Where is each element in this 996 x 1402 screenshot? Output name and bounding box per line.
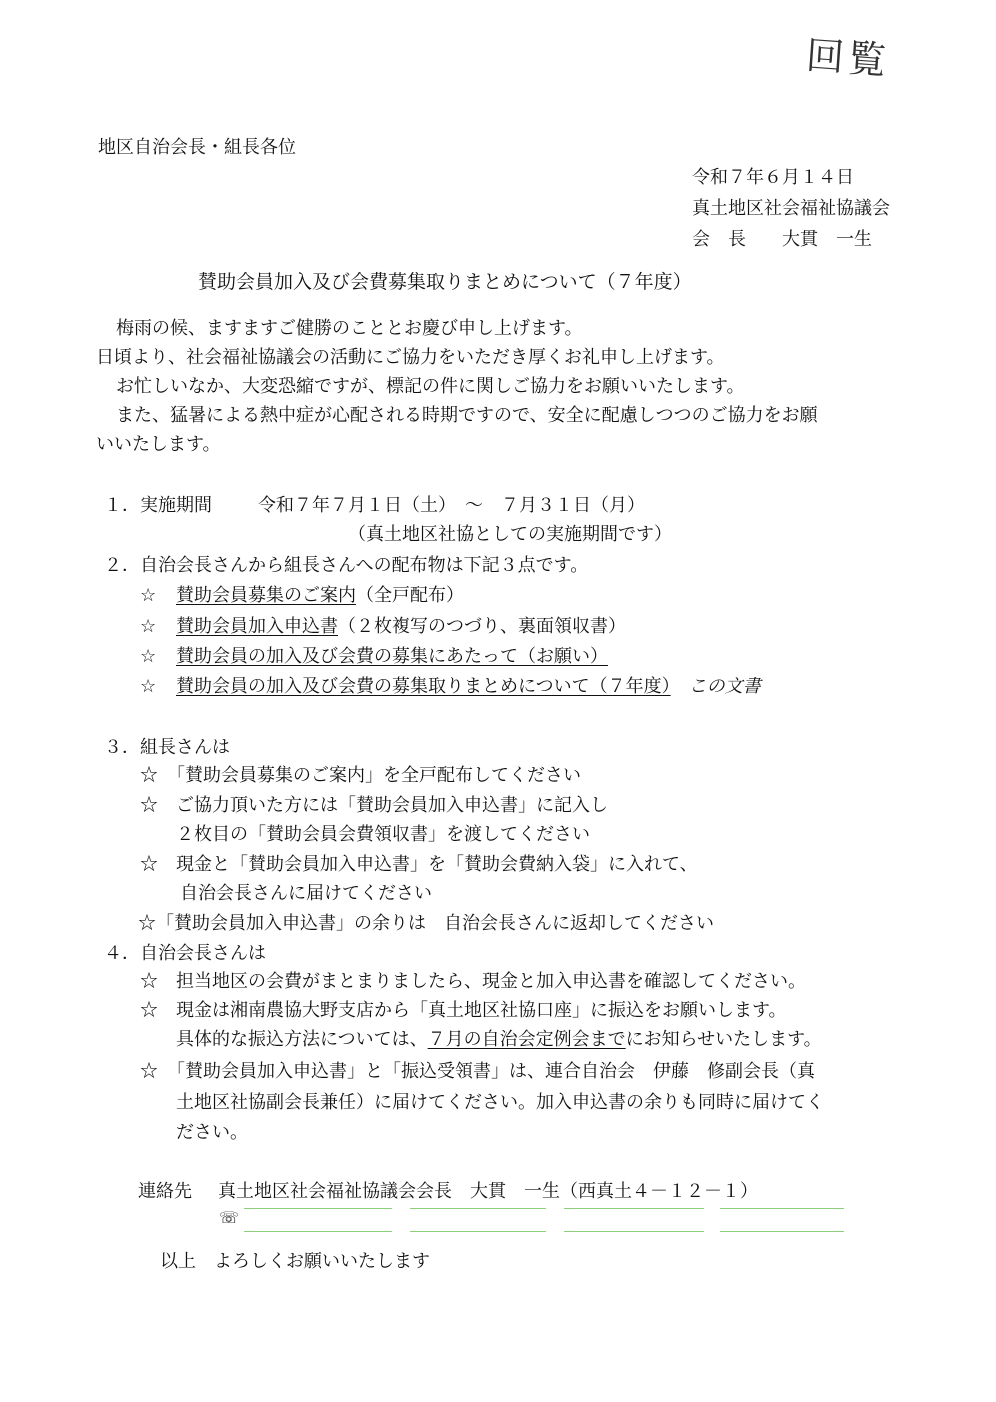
date: 令和７年６月１４日: [692, 167, 854, 188]
distribution-item: [176, 675, 761, 699]
section4-line: ☆ 現金は湘南農協大野支店から「真土地区社協口座」に振込をお願いします。: [140, 1000, 787, 1021]
transfer-method-text: 具体的な振込方法については、: [176, 1029, 428, 1050]
intro-line: 日頃より、社会福祉協議会の活動にご協力をいただき厚くお礼申し上げます。: [96, 347, 725, 368]
transfer-deadline: ７月の自治会定例会まで: [427, 1029, 626, 1050]
star-mark: ☆: [140, 676, 157, 697]
redacted-phone: [720, 1208, 844, 1232]
intro-line: いいたします。: [96, 434, 221, 455]
section4-line: 土地区社協副会長兼任）に届けてください。加入申込書の余りも同時に届けてく: [176, 1092, 824, 1113]
phone-icon: ☏: [219, 1208, 240, 1227]
section3-line: ☆ ご協力頂いた方には「賛助会員加入申込書」に記入し: [140, 795, 608, 816]
item-detail: （全戸配布）: [356, 585, 464, 606]
sender-person: 会 長 大貫 一生: [692, 229, 872, 250]
item-title: 賛助会員の加入及び会費の募集取りまとめについて（７年度）: [176, 676, 671, 697]
section2-heading: ２．自治会長さんから組長さんへの配布物は下記３点です。: [104, 555, 589, 576]
addressee: 地区自治会長・組長各位: [98, 137, 296, 158]
transfer-notice: にお知らせいたします。: [625, 1029, 822, 1050]
distribution-item: [176, 645, 608, 669]
contact-text: 真土地区社会福祉協議会会長 大貫 一生（西真土４－１２－１）: [218, 1181, 758, 1202]
section3-line: ☆ 現金と「賛助会員加入申込書」を「賛助会費納入袋」に入れて、: [140, 854, 698, 875]
section3-heading: ３．組長さんは: [104, 737, 230, 758]
section4-line: ☆ 「賛助会員加入申込書」と「振込受領書」は、連合自治会 伊藤 修副会長（真: [140, 1061, 815, 1082]
item-note: この文書: [688, 676, 761, 697]
intro-line: また、猛暑による熱中症が心配される時期ですので、安全に配慮しつつのご協力をお願: [116, 405, 818, 426]
star-mark: ☆: [140, 585, 157, 606]
redacted-phone: [564, 1208, 704, 1232]
intro-line: 梅雨の候、ますますご健勝のこととお慶び申し上げます。: [116, 318, 583, 339]
star-mark: ☆: [140, 616, 157, 637]
item-detail: （２枚複写のつづり、裏面領収書）: [338, 616, 626, 637]
section1-period: 令和７年７月１日（土） ～ ７月３１日（月）: [258, 495, 645, 516]
circulation-stamp: 回覧: [804, 33, 892, 83]
section3-line: 自治会長さんに届けてください: [180, 883, 432, 904]
item-title: 賛助会員加入申込書: [176, 616, 338, 637]
redacted-phone: [244, 1208, 392, 1232]
contact-label: 連絡先: [138, 1181, 192, 1202]
section4-line: ださい。: [176, 1122, 248, 1143]
sender-org: 真土地区社会福祉協議会: [692, 198, 890, 219]
section3-line: ２枚目の「賛助会員会費領収書」を渡してください: [176, 824, 590, 845]
section1-note: （真土地区社協としての実施期間です）: [348, 524, 672, 545]
document-title: 賛助会員加入及び会費募集取りまとめについて（７年度）: [198, 271, 692, 293]
intro-line: お忙しいなか、大変恐縮ですが、標記の件に関しご協力をお願いいたします。: [116, 376, 745, 397]
distribution-item: [176, 584, 464, 608]
item-title: 賛助会員募集のご案内: [176, 585, 356, 606]
section4-heading: ４．自治会長さんは: [104, 943, 266, 964]
closing-line: 以上 よろしくお願いいたします: [160, 1251, 430, 1272]
section4-line: ☆ 担当地区の会費がまとまりましたら、現金と加入申込書を確認してください。: [140, 971, 806, 992]
section4-line: [176, 1028, 822, 1052]
item-title: 賛助会員の加入及び会費の募集にあたって（お願い）: [176, 646, 608, 667]
star-mark: ☆: [140, 646, 157, 667]
section3-line: ☆「賛助会員加入申込書」の余りは 自治会長さんに返却してください: [138, 913, 714, 934]
section1-heading: １．実施期間: [104, 495, 212, 516]
distribution-item: [176, 615, 626, 639]
section3-line: ☆ 「賛助会員募集のご案内」を全戸配布してください: [140, 765, 581, 786]
redacted-phone: [410, 1208, 546, 1232]
